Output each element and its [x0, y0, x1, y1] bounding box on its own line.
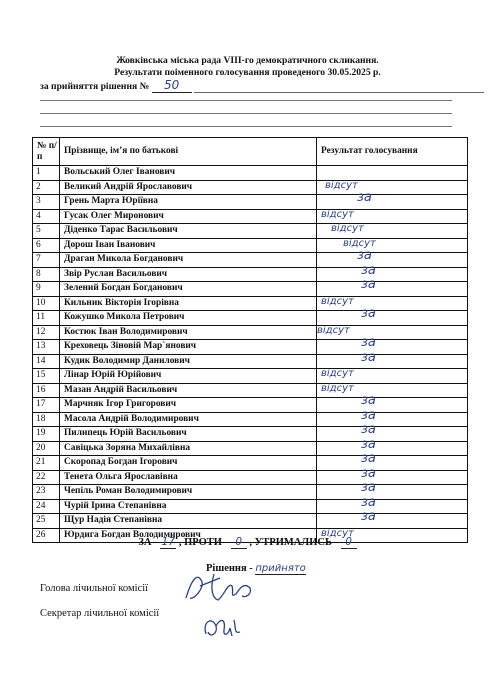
decision-label: Рішення -: [206, 563, 253, 574]
decision-underline: [194, 82, 484, 93]
row-number: 16: [33, 383, 60, 398]
row-number: 23: [33, 485, 60, 500]
row-number: 9: [33, 282, 60, 297]
handwritten-vote: за: [357, 248, 372, 263]
deputy-name: Вольський Олег Іванович: [60, 166, 317, 181]
deputy-name: Скоропад Богдан Ігорович: [60, 456, 317, 471]
row-number: 3: [33, 195, 60, 210]
row-number: 19: [33, 427, 60, 442]
vote-result-cell: [317, 325, 468, 340]
deputy-name: Чепіль Роман Володимирович: [60, 485, 317, 500]
row-number: 24: [33, 499, 60, 514]
row-number: 21: [33, 456, 60, 471]
deputy-name: Тенета Ольга Ярославівна: [60, 470, 317, 485]
handwritten-vote: за: [361, 494, 376, 510]
row-number: 1: [33, 166, 60, 181]
table-row: [33, 311, 468, 326]
vote-result-cell: [317, 436, 468, 456]
handwritten-vote: відсут: [321, 208, 354, 220]
handwritten-vote: відсут: [321, 382, 354, 394]
decision-number: 50: [152, 78, 192, 93]
deputy-name: Зелений Богдан Богданович: [60, 282, 317, 297]
table-body: [33, 166, 468, 543]
handwritten-vote: за: [361, 277, 376, 292]
handwritten-vote: за: [361, 465, 376, 481]
vote-result-cell: [317, 238, 468, 253]
table-header-row: [33, 138, 468, 166]
table-row: [33, 499, 468, 514]
deputy-name: Савіцька Зоряна Михайлівна: [60, 441, 317, 456]
handwritten-vote: за: [361, 480, 376, 495]
vote-result-cell: [317, 393, 468, 413]
table-row: [33, 195, 468, 210]
table-row: [33, 427, 468, 442]
vote-totals: [0, 536, 495, 549]
col-result-header: Результат голосування: [317, 138, 468, 166]
handwritten-vote: за: [361, 451, 376, 466]
chair-signature: [180, 568, 260, 606]
row-number: 22: [33, 470, 60, 485]
against-label: , ПРОТИ -: [178, 537, 229, 548]
deputy-name: Костюк Іван Володимирович: [60, 325, 317, 340]
deputy-name: Масола Андрій Володимирович: [60, 412, 317, 427]
deputy-name: Юрдига Богдан Володимирович: [60, 528, 317, 543]
table-row: [33, 296, 468, 311]
table-row: [33, 180, 468, 195]
decision-prefix: за прийняття рішення №: [40, 81, 150, 92]
against-value: 0: [231, 536, 247, 549]
deputy-name: Кожушко Микола Петрович: [60, 311, 317, 326]
vote-result-cell: [317, 422, 468, 442]
row-number: 7: [33, 253, 60, 268]
table-row: [33, 369, 468, 384]
row-number: 12: [33, 325, 60, 340]
abstain-label: , УТРИМАЛИСЬ -: [249, 537, 339, 548]
deputy-name: Гусак Олег Миронович: [60, 209, 317, 224]
table-row: [33, 398, 468, 413]
deputy-name: Звір Руслан Васильович: [60, 267, 317, 282]
handwritten-vote: за: [361, 335, 376, 350]
handwritten-vote: відсут: [321, 527, 354, 539]
handwritten-vote: за: [361, 306, 376, 321]
deputy-name: Креховець Зіновій Мар`янович: [60, 340, 317, 355]
table-row: [33, 412, 468, 427]
table-row: [33, 470, 468, 485]
handwritten-vote: відсут: [331, 223, 364, 234]
table-row: [33, 253, 468, 268]
deputy-name: Дорош Іван Іванович: [60, 238, 317, 253]
deputy-name: Лінар Юрій Юрійович: [60, 369, 317, 384]
vote-result-cell: [317, 465, 468, 485]
table-row: [33, 383, 468, 398]
row-number: 4: [33, 209, 60, 224]
deputy-name: Великий Андрій Ярославович: [60, 180, 317, 195]
vote-result-cell: [317, 407, 468, 427]
handwritten-vote: відсут: [325, 179, 358, 191]
vote-result-cell: [317, 296, 468, 311]
table-row: [33, 238, 468, 253]
col-num-header: № п/п: [33, 138, 60, 166]
row-number: 2: [33, 180, 60, 195]
handwritten-vote: відсут: [317, 324, 350, 336]
handwritten-vote: за: [361, 422, 376, 437]
blank-line: [40, 126, 452, 127]
handwritten-vote: за: [361, 436, 376, 452]
vote-result-cell: [317, 262, 468, 282]
secretary-label: Секретар лічильної комісії: [40, 608, 160, 619]
handwritten-vote: відсут: [343, 237, 376, 249]
row-number: 20: [33, 441, 60, 456]
decision-value: прийнято: [255, 563, 306, 574]
table-row: [33, 441, 468, 456]
handwritten-vote: за: [361, 509, 376, 524]
handwritten-vote: відсут: [321, 295, 354, 307]
vote-result-cell: [317, 248, 468, 268]
row-number: 17: [33, 398, 60, 413]
vote-result-cell: [317, 224, 468, 239]
row-number: 11: [33, 311, 60, 326]
table-row: [33, 340, 468, 355]
handwritten-vote: за: [361, 349, 376, 365]
handwritten-vote: за: [357, 190, 372, 205]
table-row: [33, 224, 468, 239]
blank-line: [40, 113, 452, 114]
deputy-name: Кудик Володимир Данилович: [60, 354, 317, 369]
row-number: 13: [33, 340, 60, 355]
row-number: 8: [33, 267, 60, 282]
handwritten-vote: за: [361, 262, 376, 278]
deputy-name: Пилипець Юрій Васильович: [60, 427, 317, 442]
for-value: 17: [161, 536, 175, 548]
decision-number-line: [40, 78, 484, 93]
row-number: 10: [33, 296, 60, 311]
deputy-name: Мазан Андрій Васильович: [60, 383, 317, 398]
table-row: [33, 354, 468, 369]
handwritten-vote: відсут: [321, 368, 354, 379]
table-row: [33, 325, 468, 340]
vote-result-cell: [317, 335, 468, 355]
voting-table: [32, 137, 468, 543]
deputy-name: Грень Марта Юріївна: [60, 195, 317, 210]
voting-results-title: Результати поіменного голосування проведеного 30.05.2025 р.: [114, 67, 381, 78]
deputy-name: Драган Микола Богданович: [60, 253, 317, 268]
vote-result-cell: [317, 383, 468, 398]
vote-result-cell: [317, 480, 468, 500]
row-number: 14: [33, 354, 60, 369]
table-row: [33, 485, 468, 500]
deputy-name: Марчняк Ігор Григорович: [60, 398, 317, 413]
blank-line: [40, 100, 452, 101]
table-row: [33, 282, 468, 297]
row-number: 26: [33, 528, 60, 543]
table-row: [33, 267, 468, 282]
deputy-name: Діденко Тарас Васильович: [60, 224, 317, 239]
council-title: Жовківська міська рада VIII-го демократичного скликання.: [116, 55, 379, 66]
deputy-name: Кильник Вікторія Ігорівна: [60, 296, 317, 311]
table-row: [33, 456, 468, 471]
table-row: [33, 514, 468, 529]
vote-result-cell: [317, 494, 468, 514]
row-number: 5: [33, 224, 60, 239]
for-label: ЗА -: [138, 537, 158, 548]
abstain-value: 0: [341, 536, 357, 549]
deputy-name: Чурій Ірина Степанівна: [60, 499, 317, 514]
row-number: 18: [33, 412, 60, 427]
table-row: [33, 166, 468, 181]
row-number: 15: [33, 369, 60, 384]
vote-result-cell: [317, 451, 468, 471]
table-row: [33, 209, 468, 224]
row-number: 6: [33, 238, 60, 253]
chair-label: Голова лічильної комісії: [40, 583, 149, 594]
deputy-name: Щур Надія Степанівна: [60, 514, 317, 529]
handwritten-vote: за: [361, 407, 376, 423]
vote-result-cell: [317, 180, 468, 195]
col-name-header: Прізвище, ім’я по батькові: [60, 138, 317, 166]
handwritten-vote: за: [361, 393, 376, 408]
secretary-signature: [198, 610, 244, 644]
row-number: 25: [33, 514, 60, 529]
